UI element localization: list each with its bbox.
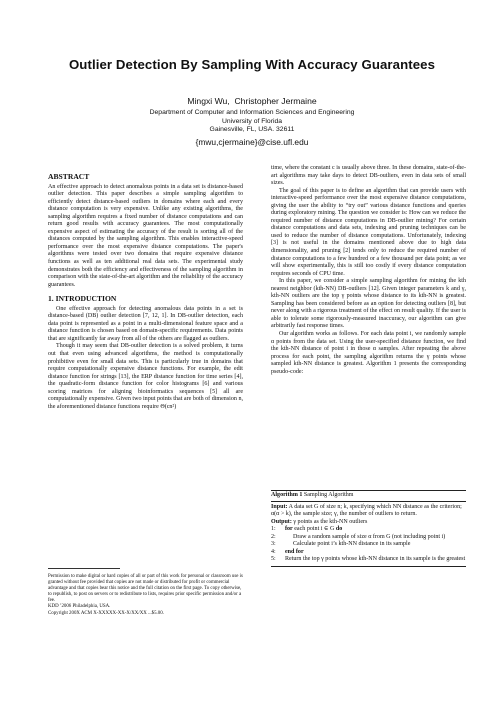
- permission-notice: Permission to make digital or hard copies of all or part of this work for personal or classroom use is granted without fee provided that copies are not made or distributed for profit or commercial advantage and that copies bear this notice and the full citation on the first page. To copy otherwise, to republish, to post on servers or to redistribute to lists, requires prior specific permission and/or a fee.: [48, 574, 243, 604]
- step-number: 2:: [271, 533, 276, 540]
- step-text: Draw a random sample of size α from G (not including point i): [293, 533, 446, 540]
- intro-continued-3: In this paper, we consider a simple sampling algorithm for mining the kth nearest neighbor (kth-NN) DB-outliers [12]. Given integer parameters k and γ, kth-NN outliers are the top γ points whose distance to its kth-NN is greatest. Sampling has been considered before as an option for detecting outliers [8], but never along with a rigorous treatment of the effect on result quality. If the user is able to tolerate some rigorously-measured inaccuracy, our algorithm can give arbitrarily fast response times.: [271, 278, 466, 330]
- step-keyword: for: [285, 526, 293, 532]
- footnote-rule: [48, 568, 120, 569]
- intro-paragraph-2: Though it may seem that DB-outlier detection is a solved problem, it turns out that even using advanced algorithms, the method is computationally prohibitive even for small data sets. This is particularly true in domains that require computationally expensive distance functions. For example, the edit distance function for strings [13], the ERP distance function for time series [4], the quadratic-form distance function for color histograms [6] and various scoring matrices for aligning bioinformatics sequences [5] all are computationally expensive. Given two input points that are both of dimension n, the aforementioned distance functions require Θ(cn²): [48, 343, 243, 410]
- algorithm-output: [271, 519, 466, 527]
- intro-paragraph-1: One effective approach for detecting anomalous data points in a set is distance-based (DB) outlier detection [7, 12, 1]. In DB-outlier detection, each data point is represented as a point in a multi-dimensional feature space and a distance function is chosen based on domain-specific requirements. Data points that are significantly far away from all of the others are flagged as outliers.: [48, 305, 243, 342]
- copyright-footnote: [48, 574, 243, 617]
- step-text: each point i ∈ G: [292, 526, 336, 532]
- output-text: γ points as the kth-NN outliers: [291, 518, 368, 525]
- intro-continued-2: The goal of this paper is to define an algorithm that can provide users with interactive-speed performance over the most expensive distance computations, giving the user the ability to “try out” various distance functions and queries during exploratory mining. The question we consider is: How can we reduce the required number of distance computations in DB-outlier mining? For certain distance computations and data sets, indexing and pruning techniques can be used to reduce the number of distance computations. Unfortunately, indexing [3] is not useful in the domains mentioned above due to high data dimensionality, and pruning [2] tends only to reduce the required number of distance computations to a few hundred or a few thousand per data point; as we will show experimentally, this is still too costly if every distance computation requires seconds of CPU time.: [271, 187, 466, 277]
- affiliation-university: University of Florida: [221, 117, 283, 125]
- step-text: Calculate point i’s kth-NN distance in its sample: [293, 541, 411, 547]
- introduction-heading: 1. INTRODUCTION: [48, 294, 117, 304]
- left-column: [48, 173, 243, 411]
- algorithm-step: [271, 556, 466, 564]
- affiliation-location: Gainesville, FL, USA. 32611: [209, 126, 295, 133]
- algorithm-step: [271, 549, 466, 557]
- algorithm-bottom-rule: [271, 566, 466, 567]
- input-label: Input:: [271, 503, 288, 510]
- author-names: Mingxi Wu, Christopher Jermaine: [187, 96, 317, 106]
- author-email: {mwu,cjermaine}@cise.ufl.edu: [195, 137, 309, 147]
- affiliation-department: Department of Computer and Information Sciences and Engineering: [149, 109, 355, 116]
- step-number: 3:: [271, 541, 276, 547]
- intro-continued-4: Our algorithm works as follows. For each data point i, we randomly sample α points from the data set. Using the user-specified distance function, we find the kth-NN distance of point i in those α samples. After repeating the above process for each point, the sampling algorithm returns the γ points whose sampled kth-NN distance is greatest. Algorithm 1 presents the corresponding pseudo-code:: [271, 331, 466, 375]
- algorithm-step: [271, 526, 466, 534]
- algorithm-name: Sampling Algorithm: [302, 492, 354, 498]
- step-keyword-do: do: [335, 526, 343, 532]
- algorithm-top-rule: [271, 490, 466, 491]
- step-number: 1:: [271, 526, 276, 532]
- step-text: Return the top γ points whose kth-NN distance in its sample is the greatest: [285, 556, 466, 562]
- step-keyword: end for: [285, 548, 304, 555]
- algorithm-title: [271, 492, 466, 502]
- algorithm-step: [271, 534, 466, 542]
- intro-continued-1: time, where the constant c is usually above three. In these domains, state-of-the-art algorithms may take days to detect DB-outliers, even in data sets of small sizes.: [271, 165, 466, 187]
- paper-title: Outlier Detection By Sampling With Accuracy Guarantees: [68, 57, 436, 72]
- step-number: 5:: [271, 556, 276, 562]
- abstract-text: An effective approach to detect anomalous points in a data set is distance-based outlier detection. This paper describes a simple sampling algorithm to efficiently detect distance-based outliers in domains where each and every distance computation is very expensive. Unlike any existing algorithms, the sampling algorithm requires a fixed number of distance computations and can return good results with accuracy guarantees. The most computationally expensive aspect of estimating the accuracy of the result is sorting all of the distances computed by the sampling algorithm. This enables interactive-speed performance over the most expensive distance computations. The paper's algorithms were tested over two domains that require expensive distance functions as well as ten additional real data sets. The experimental study demonstrates both the efficiency and effectiveness of the sampling algorithm in comparison with the state-of-the-art algorithm and the reliability of the accuracy guarantees.: [48, 183, 243, 288]
- abstract-heading: ABSTRACT: [48, 172, 90, 181]
- conference-line: KDD ’2006 Philadelphia, USA.: [48, 604, 111, 610]
- copyright-line: Copyright 200X ACM X-XXXXX-XX-X/XX/XX ...$5.00.: [48, 610, 164, 616]
- algorithm-box: [271, 490, 466, 567]
- output-label: Output:: [271, 518, 292, 525]
- input-text: A data set G of size n; k, specifying which NN distance as the criterion; α(α > k), the sample size; γ, the number of outliers to return.: [271, 503, 462, 517]
- step-number: 4:: [271, 548, 276, 555]
- right-column: [271, 165, 466, 376]
- algorithm-input: [271, 504, 466, 519]
- algorithm-step: [271, 541, 466, 549]
- algorithm-label: Algorithm 1: [271, 492, 303, 498]
